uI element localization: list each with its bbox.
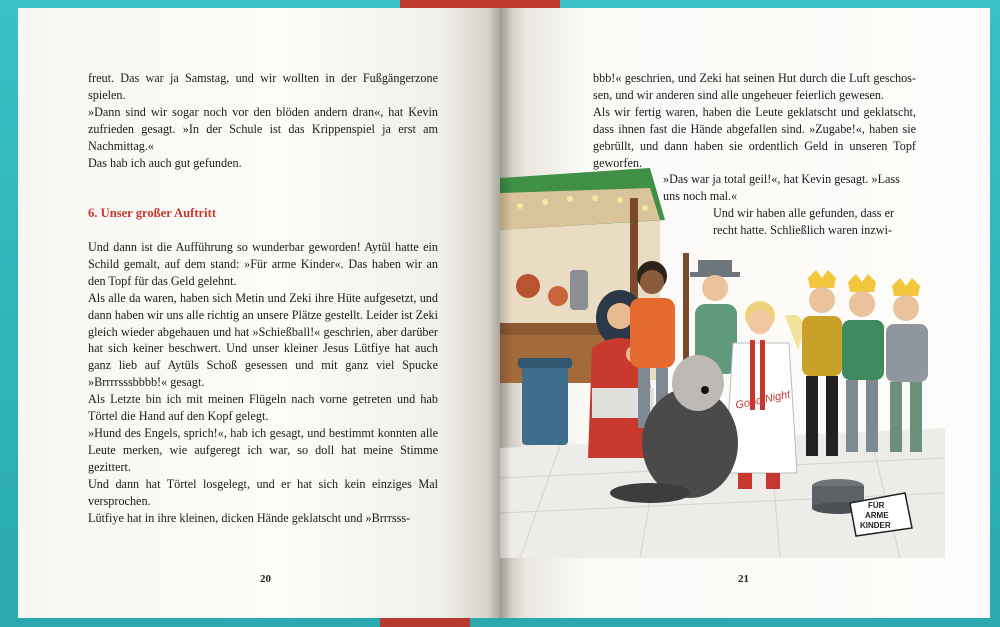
king-1	[802, 270, 842, 456]
paragraph: »Dann sind wir sogar noch vor den blöden andern dran«, hat Kevin zufrieden gesagt. »In der Schule ist das Krippenspiel ja erst am Nachmittag.«	[88, 104, 438, 153]
paragraph: »Das war ja total geil!«, hat Kevin gesagt. »Lass uns noch mal.«	[663, 172, 900, 204]
left-page-text	[88, 70, 438, 526]
chapter-title: 6. Unser großer Auftritt	[88, 206, 217, 221]
trash-bin	[518, 358, 572, 445]
gingerbread-heart	[516, 274, 540, 298]
paragraph: Das hab ich auch gut gefunden.	[88, 155, 242, 170]
left-page	[18, 8, 500, 618]
sign-text-line1: FÜR	[868, 501, 885, 510]
page-number-left: 20	[260, 573, 271, 585]
paragraph: Und dann ist die Aufführung so wunderbar geworden! Aytül hatte ein Schild gemalt, auf dem stand: »Für arme Kinder«. Das haben wir an den Topf für das Geld gelehnt.	[88, 240, 438, 288]
book-gutter	[488, 8, 512, 618]
paragraph: Und wir haben alle gefunden, dass er recht hatte. Schließlich waren inzwi-	[713, 206, 895, 238]
paragraph: Als wir fertig waren, haben die Leute geklatscht und geklatscht, dass ihnen fast die Hände abgefallen sind. »Zugabe!«, haben sie gebrüllt, und dann haben sie ordentlich Geld in unseren Topf geworfen.	[593, 104, 916, 170]
king-3	[886, 278, 928, 452]
paragraph: freut. Das war ja Samstag, und wir wollten in der Fußgängerzone spielen.	[88, 71, 438, 102]
paragraph: Als Letzte bin ich mit meinen Flügeln nach vorne getreten und hab Törtel die Hand auf den Kopf gelegt.	[88, 392, 438, 424]
christmas-market-illustration	[500, 158, 945, 558]
sign-text-line2: ARME	[865, 511, 889, 520]
sign-text-line3: KINDER	[860, 521, 891, 530]
right-page	[500, 8, 990, 618]
paragraph: »Hund des Engels, sprich!«, hab ich gesagt, und bestimmt konnten alle Leute merken, wie aufgeregt ich war, so doll hat meine Stimme gezittert.	[88, 425, 438, 474]
paragraph: Lütfiye hat in ihre kleinen, dicken Hände geklatscht und »Brrrsss-	[88, 510, 411, 525]
paragraph: Und dann hat Törtel losgelegt, und er hat sich kein einziges Mal versprochen.	[88, 476, 438, 508]
angel-dress-text: Good Night	[734, 388, 792, 412]
paragraph: Als alle da waren, haben sich Metin und Zeki ihre Hüte aufgesetzt, und dann haben wir uns alle richtig an unsere Plätze gestellt. Leider ist Zeki gleich wieder abgehauen und hat »Schießball!« geschrien, aber darüber hat sich keiner beschwert. Und unser kleiner Jesus Lütfiye hat auch ganz lieb auf Aytüls Schoß gesessen und mit ganz viel Spucke »Brrrrsssbbbb!« gesagt.	[88, 290, 438, 390]
page-number-right: 21	[738, 573, 749, 585]
king-2	[842, 274, 884, 452]
paragraph: bbb!« geschrien, und Zeki hat seinen Hut durch die Luft geschossen, und wir anderen sind alle ungeheuer feierlich gewesen.	[593, 71, 916, 102]
